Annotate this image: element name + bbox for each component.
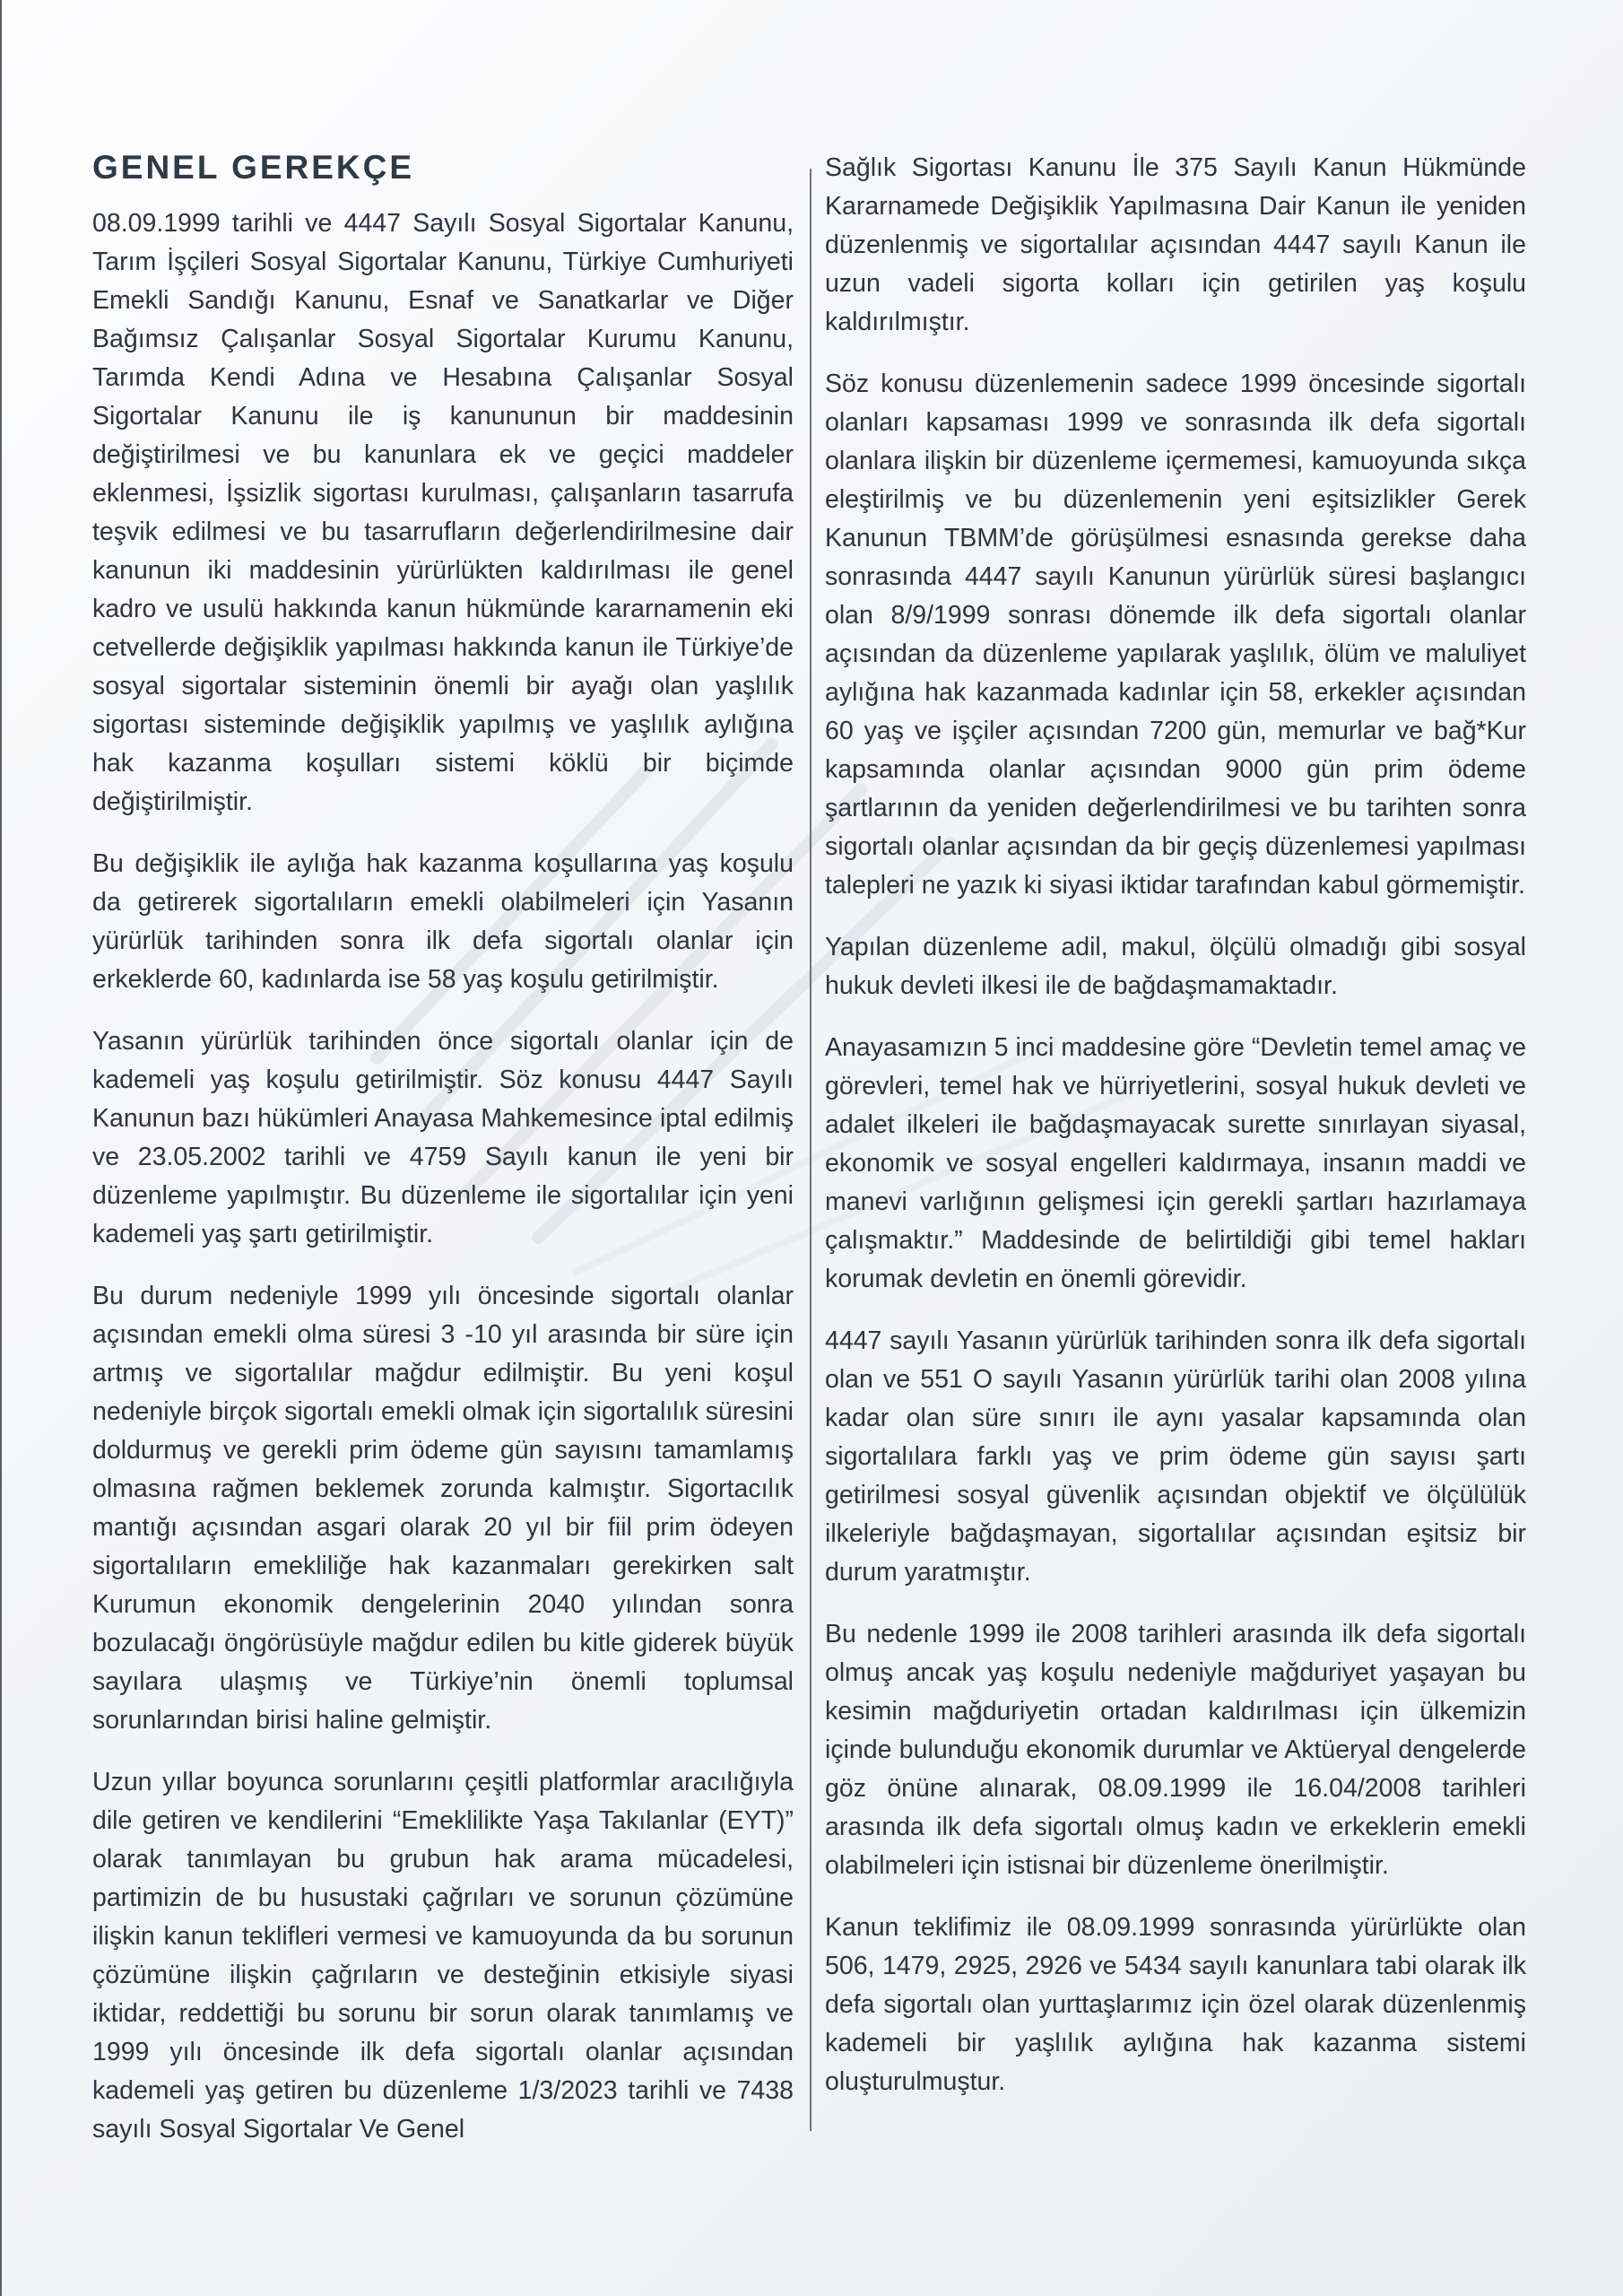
paragraph: Uzun yıllar boyunca sorunlarını çeşitli platformlar aracılığıyla dile getiren ve kendilerini “Emeklilikte Yaşa Takılanlar (EYT)” olarak tanımlayan bu grubun hak arama mücadelesi, partimizin de bu husustaki çağrıları ve sorunun çözümüne ilişkin kanun teklifleri vermesi ve kamuoyunda da bu sorunun çözümüne ilişkin çağrıların ve desteğinin etkisiyle siyasi iktidar, reddettiği bu sorunu bir sorun olarak tanımlamış ve 1999 yılı öncesinde ilk defa sigortalı olanlar açısından kademeli yaş getiren bu düzenleme 1/3/2023 tarihli ve 7438 sayılı Sosyal Sigortalar Ve Genel [92,1768,794,2144]
paragraph: 08.09.1999 tarihli ve 4447 Sayılı Sosyal Sigortalar Kanunu, Tarım İşçileri Sosyal Sigortalar Kanunu, Türkiye Cumhuriyeti Emekli Sandığı Kanunu, Esnaf ve Sanatkarlar ve Diğer Bağımsız Çalışanlar Sosyal Sigortalar Kurumu Kanunu, Tarımda Kendi Adına ve Hesabına Çalışanlar Sosyal Sigortalar Kanunu ile iş kanununun bir maddesinin değiştirilmesi ve bu kanunlara ek ve geçici maddeler eklenmesi, İşsizlik sigortası kurulması, çalışanların tasarrufa teşvik edilmesi ve bu tasarrufların değerlendirilmesine dair kanunun iki maddesinin yürürlükten kaldırılması ile genel kadro ve usulü hakkında kanun hükmünde kararnamenin eki cetvellerde değişiklik yapılması hakkında kanun ile Türkiye’de sosyal sigortalar sisteminin önemli bir ayağı olan yaşlılık sigortası sisteminde değişiklik yapılmış ve yaşlılık aylığına hak kazanma koşulları sistemi köklü bir biçimde değiştirilmiştir. [92,209,794,816]
right-column [825,149,1526,2125]
page-title: GENEL GEREKÇE [92,149,415,186]
paragraph: Bu durum nedeniyle 1999 yılı öncesinde sigortalı olanlar açısından emekli olma süresi 3 -10 yıl arasında bir süre için artmış ve sigortalılar mağdur edilmiştir. Bu yeni koşul nedeniyle birçok sigortalı emekli olmak için sigortalılık süresini doldurmuş ve gerekli prim ödeme gün sayısını tamamlamış olmasına rağmen beklemek zorunda kalmıştır. Sigortacılık mantığı açısından asgari olarak 20 yıl bir fiil prim ödeyen sigortalıların emekliliğe hak kazanmaları gerekirken salt Kurumun ekonomik dengelerinin 2040 yılından sonra bozulacağı öngörüsüyle mağdur edilen bu kitle giderek büyük sayılara ulaşmış ve Türkiye’nin önemli toplumsal sorunlarından birisi haline gelmiştir. [92,1282,794,1735]
paragraph: Yapılan düzenleme adil, makul, ölçülü olmadığı gibi sosyal hukuk devleti ilkesi ile de bağdaşmamaktadır. [825,933,1526,1000]
column-divider [810,169,812,2131]
paragraph: Yasanın yürürlük tarihinden önce sigortalı olanlar için de kademeli yaş koşulu getirilmiştir. Söz konusu 4447 Sayılı Kanunun bazı hükümleri Anayasa Mahkemesince iptal edilmiş ve 23.05.2002 tarihli ve 4759 Sayılı kanun ile yeni bir düzenleme yapılmıştır. Bu düzenleme ile sigortalılar için yeni kademeli yaş şartı getirilmiştir. [92,1027,794,1248]
paragraph: Anayasamızın 5 inci maddesine göre “Devletin temel amaç ve görevleri, temel hak ve hürriyetlerini, sosyal hukuk devleti ve adalet ilkeleri ile bağdaşmayacak surette sınırlayan siyasal, ekonomik ve sosyal engelleri kaldırmaya, insanın maddi ve manevi varlığının gelişmesi için gerekli şartları hazırlamaya çalışmaktır.” Maddesinde de belirtildiği gibi temel hakları korumak devletin en önemli görevidir. [825,1033,1526,1293]
paragraph: 4447 sayılı Yasanın yürürlük tarihinden sonra ilk defa sigortalı olan ve 551 O sayılı Yasanın yürürlük tarihi olan 2008 yılına kadar olan süre sınırı ile aynı yasalar kapsamında olan sigortalılara farklı yaş ve prim ödeme gün sayısı şartı getirilmesi sosyal güvenlik açısından objektif ve ölçülülük ilkeleriyle bağdaşmayan, sigortalılar açısından eşitsiz bir durum yaratmıştır. [825,1326,1526,1587]
paragraph: Söz konusu düzenlemenin sadece 1999 öncesinde sigortalı olanları kapsaması 1999 ve sonrasında ilk defa sigortalı olanlara ilişkin bir düzenleme içermemesi, kamuoyunda sıkça eleştirilmiş ve bu düzenlemenin yeni eşitsizlikler Gerek Kanunun TBMM’de görüşülmesi esnasında gerekse daha sonrasında 4447 sayılı Kanunun yürürlük süresi başlangıcı olan 8/9/1999 sonrası dönemde ilk defa sigortalı olanlar açısından da düzenleme yapılarak yaşlılık, ölüm ve maluliyet aylığına hak kazanmada kadınlar için 58, erkekler açısından 60 yaş ve işçiler açısından 7200 gün, memurlar ve bağ*Kur kapsamında olanlar açısından 9000 gün prim ödeme şartlarının da yeniden değerlendirilmesi ve bu tarihten sonra sigortalı olanlar açısından da bir geçiş düzenlemesi yapılması talepleri ne yazık ki siyasi iktidar tarafından kabul görmemiştir. [825,370,1526,900]
paragraph: Bu değişiklik ile aylığa hak kazanma koşullarına yaş koşulu da getirerek sigortalıların emekli olabilmeleri için Yasanın yürürlük tarihinden sonra ilk defa sigortalı olanlar için erkeklerde 60, kadınlarda ise 58 yaş koşulu getirilmiştir. [92,849,794,994]
left-column [92,144,794,2172]
paragraph: Bu nedenle 1999 ile 2008 tarihleri arasında ilk defa sigortalı olmuş ancak yaş koşulu nedeniyle mağduriyet yaşayan bu kesimin mağduriyetin ortadan kaldırılması için ülkemizin içinde bulunduğu ekonomik durumlar ve Aktüeryal dengelerde göz önüne alınarak, 08.09.1999 ile 16.04/2008 tarihleri arasında ilk defa sigortalı olmuş kadın ve erkeklerin emekli olabilmeleri için istisnai bir düzenleme önerilmiştir. [825,1620,1526,1880]
paragraph: Kanun teklifimiz ile 08.09.1999 sonrasında yürürlükte olan 506, 1479, 2925, 2926 ve 5434 sayılı kanunlara tabi olarak ilk defa sigortalı olan yurttaşlarımız için özel olarak düzenlenmiş kademeli bir yaşlılık aylığına hak kazanma sistemi oluşturulmuştur. [825,1913,1526,2096]
paragraph: Sağlık Sigortası Kanunu İle 375 Sayılı Kanun Hükmünde Kararnamede Değişiklik Yapılmasına Dair Kanun ile yeniden düzenlenmiş ve sigortalılar açısından 4447 sayılı Kanun ile uzun vadeli sigorta kolları için getirilen yaş koşulu kaldırılmıştır. [825,153,1526,336]
